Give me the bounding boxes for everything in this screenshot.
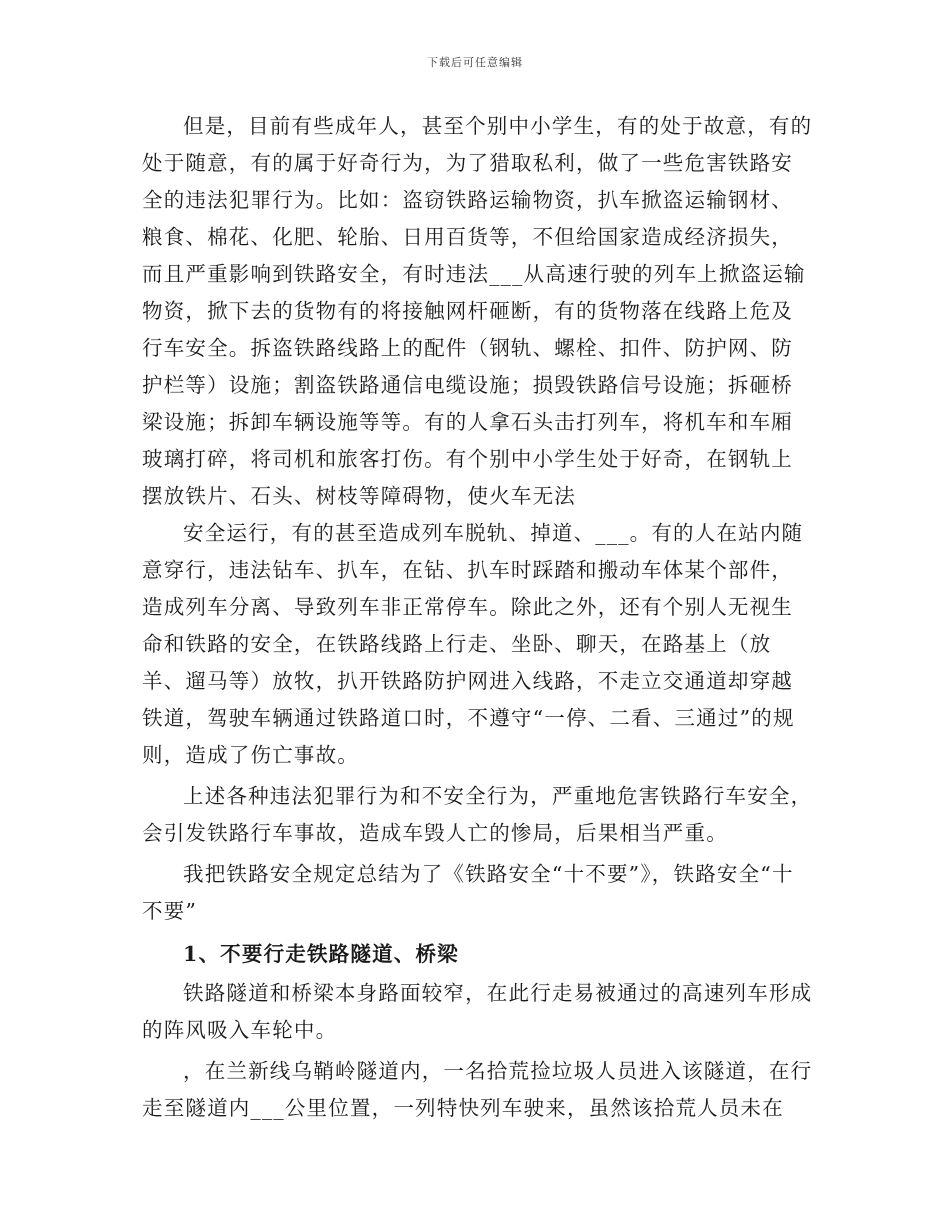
- section-heading-1: 1、不要行走铁路隧道、桥梁: [183, 942, 459, 966]
- page-header: 下载后可任意编辑: [427, 56, 523, 69]
- paragraph-safety-consequences: 安全运行，有的甚至造成列车脱轨、掉道、___。有的人在站内随意穿行，违法钻车、扒车，在钻、扒车时踩踏和搬动车体某个部件，造成列车分离、导致列车非正常停车。除此之外，还有个别人无视生命和铁路的安全，在铁路线路上行走、坐卧、聊天，在路基上（放羊、遛马等）放牧，扒开铁路防护网进入线路，不走立交通道却穿越铁道，驾驶车辆通过铁路道口时，不遵守“一停、二看、三通过”的规则，造成了伤亡事故。: [142, 521, 804, 767]
- paragraph-tunnel-bridge-danger: 铁路隧道和桥梁本身路面较窄，在此行走易被通过的高速列车形成的阵风吸入车轮中。: [142, 981, 813, 1042]
- paragraph-illegal-acts: 但是，目前有些成年人，甚至个别中小学生，有的处于故意，有的处于随意，有的属于好奇行为，为了猎取私利，做了一些危害铁路安全的违法犯罪行为。比如：盗窃铁路运输物资，扒车掀盗运输钢材、粮食、棉花、化肥、轮胎、日用百货等，不但给国家造成经济损失，而且严重影响到铁路安全，有时违法___从高速行驶的列车上掀盗运输物资，掀下去的货物有的将接触网杆砸断，有的货物落在线路上危及行车安全。拆盗铁路线路上的配件（钢轨、螺栓、扣件、防护网、防护栏等）设施；割盗铁路通信电缆设施；损毁铁路信号设施；拆砸桥梁设施；拆卸车辆设施等等。有的人拿石头击打列车，将机车和车厢玻璃打碎，将司机和旅客打伤。有个别中小学生处于好奇，在钢轨上摆放铁片、石头、树枝等障碍物，使火车无法: [142, 114, 813, 508]
- paragraph-tunnel-incident: ，在兰新线乌鞘岭隧道内，一名拾荒捡垃圾人员进入该隧道，在行走至隧道内___公里位置，一列特快列车驶来，虽然该拾荒人员未在: [142, 1059, 813, 1120]
- paragraph-ten-donts-intro: 我把铁路安全规定总结为了《铁路安全“十不要”》，铁路安全“十不要”: [142, 862, 794, 923]
- paragraph-summary: 上述各种违法犯罪行为和不安全行为，严重地危害铁路行车安全，会引发铁路行车事故，造成车毁人亡的惨局，后果相当严重。: [142, 784, 813, 845]
- document-body: [142, 108, 814, 1127]
